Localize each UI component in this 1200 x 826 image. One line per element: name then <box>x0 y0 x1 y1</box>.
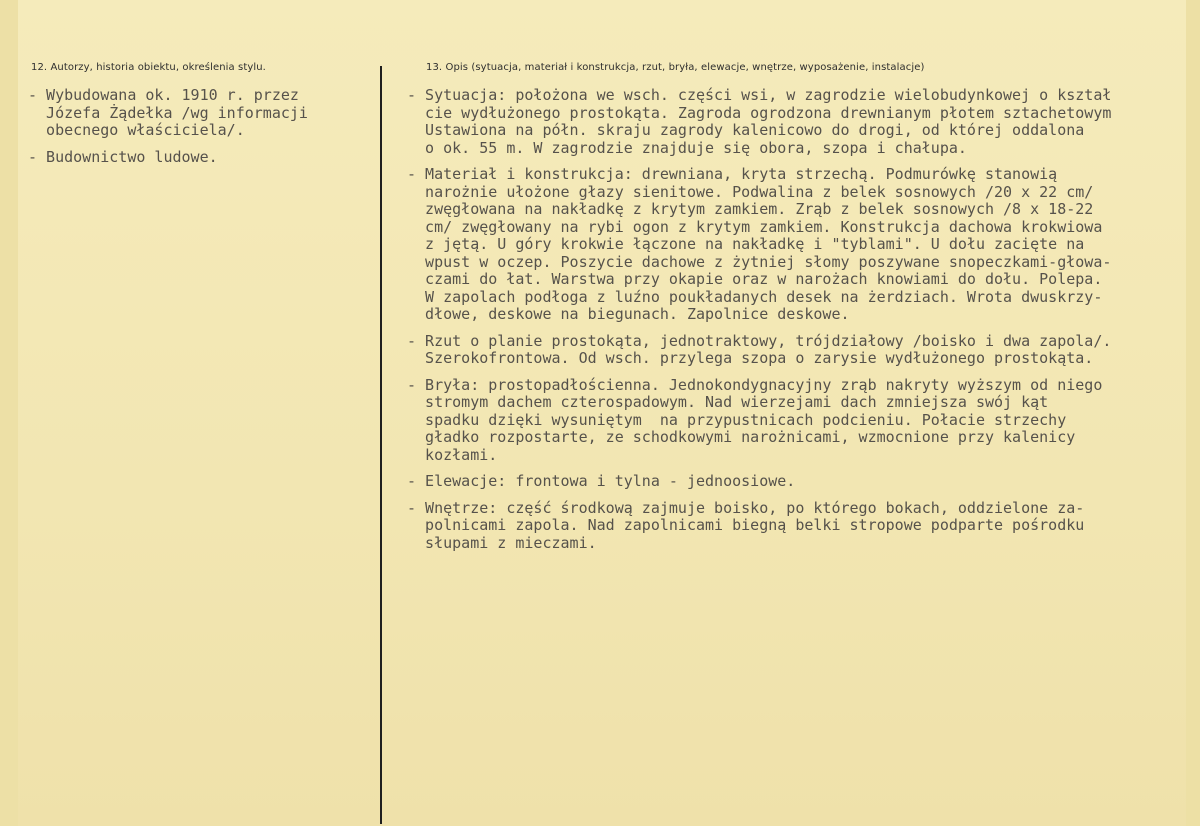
right-column-text <box>407 87 1111 552</box>
right-line: - Materiał i konstrukcja: drewniana, kryta strzechą. Podmurówkę stanowią <box>407 165 1058 183</box>
right-line: - Rzut o planie prostokąta, jednotraktowy, trójdziałowy /boisko i dwa zapola/. <box>407 331 1112 350</box>
right-line: - Elewacje: frontowa i tylna - jednoosiowe. <box>407 472 796 490</box>
right-line: dłowe, deskowe na biegunach. Zapolnice deskowe. <box>407 305 850 323</box>
right-line: - Wnętrze: część środkową zajmuje boisko, po którego bokach, oddzielone za- <box>407 498 1085 517</box>
left-line: Józefa Żądełka /wg informacji <box>28 103 308 122</box>
right-line: Ustawiona na półn. skraju zagrody kalenicowo do drogi, od której oddalona <box>407 121 1085 139</box>
right-line: o ok. 55 m. W zagrodzie znajduje się obora, szopa i chałupa. <box>407 138 967 157</box>
column-divider <box>380 66 382 824</box>
left-line: - Wybudowana ok. 1910 r. przez <box>28 86 299 104</box>
right-line: polnicami zapola. Nad zapolnicami biegną belki stropowe podparte pośrodku <box>407 516 1085 534</box>
right-line: - Bryła: prostopadłościenna. Jednokondygnacyjny zrąb nakryty wyższym od niego <box>407 375 1103 394</box>
right-line: Szerokofrontowa. Od wsch. przylega szopa o zarysie wydłużonego prostokąta. <box>407 349 1094 367</box>
right-line: słupami z mieczami. <box>407 533 597 552</box>
right-line: z jętą. U góry krokwie łączone na nakładkę i "tyblami". U dołu zacięte na <box>407 235 1085 253</box>
right-line: cm/ zwęgłowany na rybi ogon z krytym zamkiem. Konstrukcja dachowa krokwiowa <box>407 217 1103 236</box>
card-edge-right <box>1186 0 1200 826</box>
right-line: narożnie ułożone głazy sienitowe. Podwalina z belek sosnowych /20 x 22 cm/ <box>407 182 1094 201</box>
right-line: wpust w oczep. Poszycie dachowe z żytniej słomy poszywane snopeczkami-głowa- <box>407 252 1112 271</box>
right-line: W zapolach podłoga z luźno poukładanych desek na żerdziach. Wrota dwuskrzy- <box>407 287 1103 306</box>
right-line: stromym dachem czterospadowym. Nad wierzejami dach zmniejsza swój kąt <box>407 393 1049 411</box>
right-column-header: 13. Opis (sytuacja, materiał i konstrukcja, rzut, bryła, elewacje, wnętrze, wyposażenie, instalacje) <box>426 62 925 73</box>
left-column-header: 12. Autorzy, historia obiektu, określenia stylu. <box>31 62 266 73</box>
left-column-text <box>28 87 308 166</box>
left-line: obecnego właściciela/. <box>28 121 245 139</box>
right-line: czami do łat. Warstwa przy okapie oraz w narożach knowiami do dołu. Polepa. <box>407 270 1103 288</box>
left-line: - Budownictwo ludowe. <box>28 147 218 166</box>
card-edge-left <box>0 0 18 826</box>
right-line: - Sytuacja: położona we wsch. części wsi, w zagrodzie wielobudynkowej o kształ <box>407 86 1112 104</box>
right-line: gładko rozpostarte, ze schodkowymi narożnicami, wzmocnione przy kalenicy <box>407 428 1076 446</box>
right-line: kozłami. <box>407 445 498 464</box>
right-line: cie wydłużonego prostokąta. Zagroda ogrodzona drewnianym płotem sztachetowym <box>407 103 1112 122</box>
right-line: spadku dzięki wysuniętym na przypustnicach podcieniu. Połacie strzechy <box>407 410 1067 429</box>
right-line: zwęgłowana na nakładkę z krytym zamkiem. Zrąb z belek sosnowych /8 x 18-22 <box>407 200 1094 218</box>
